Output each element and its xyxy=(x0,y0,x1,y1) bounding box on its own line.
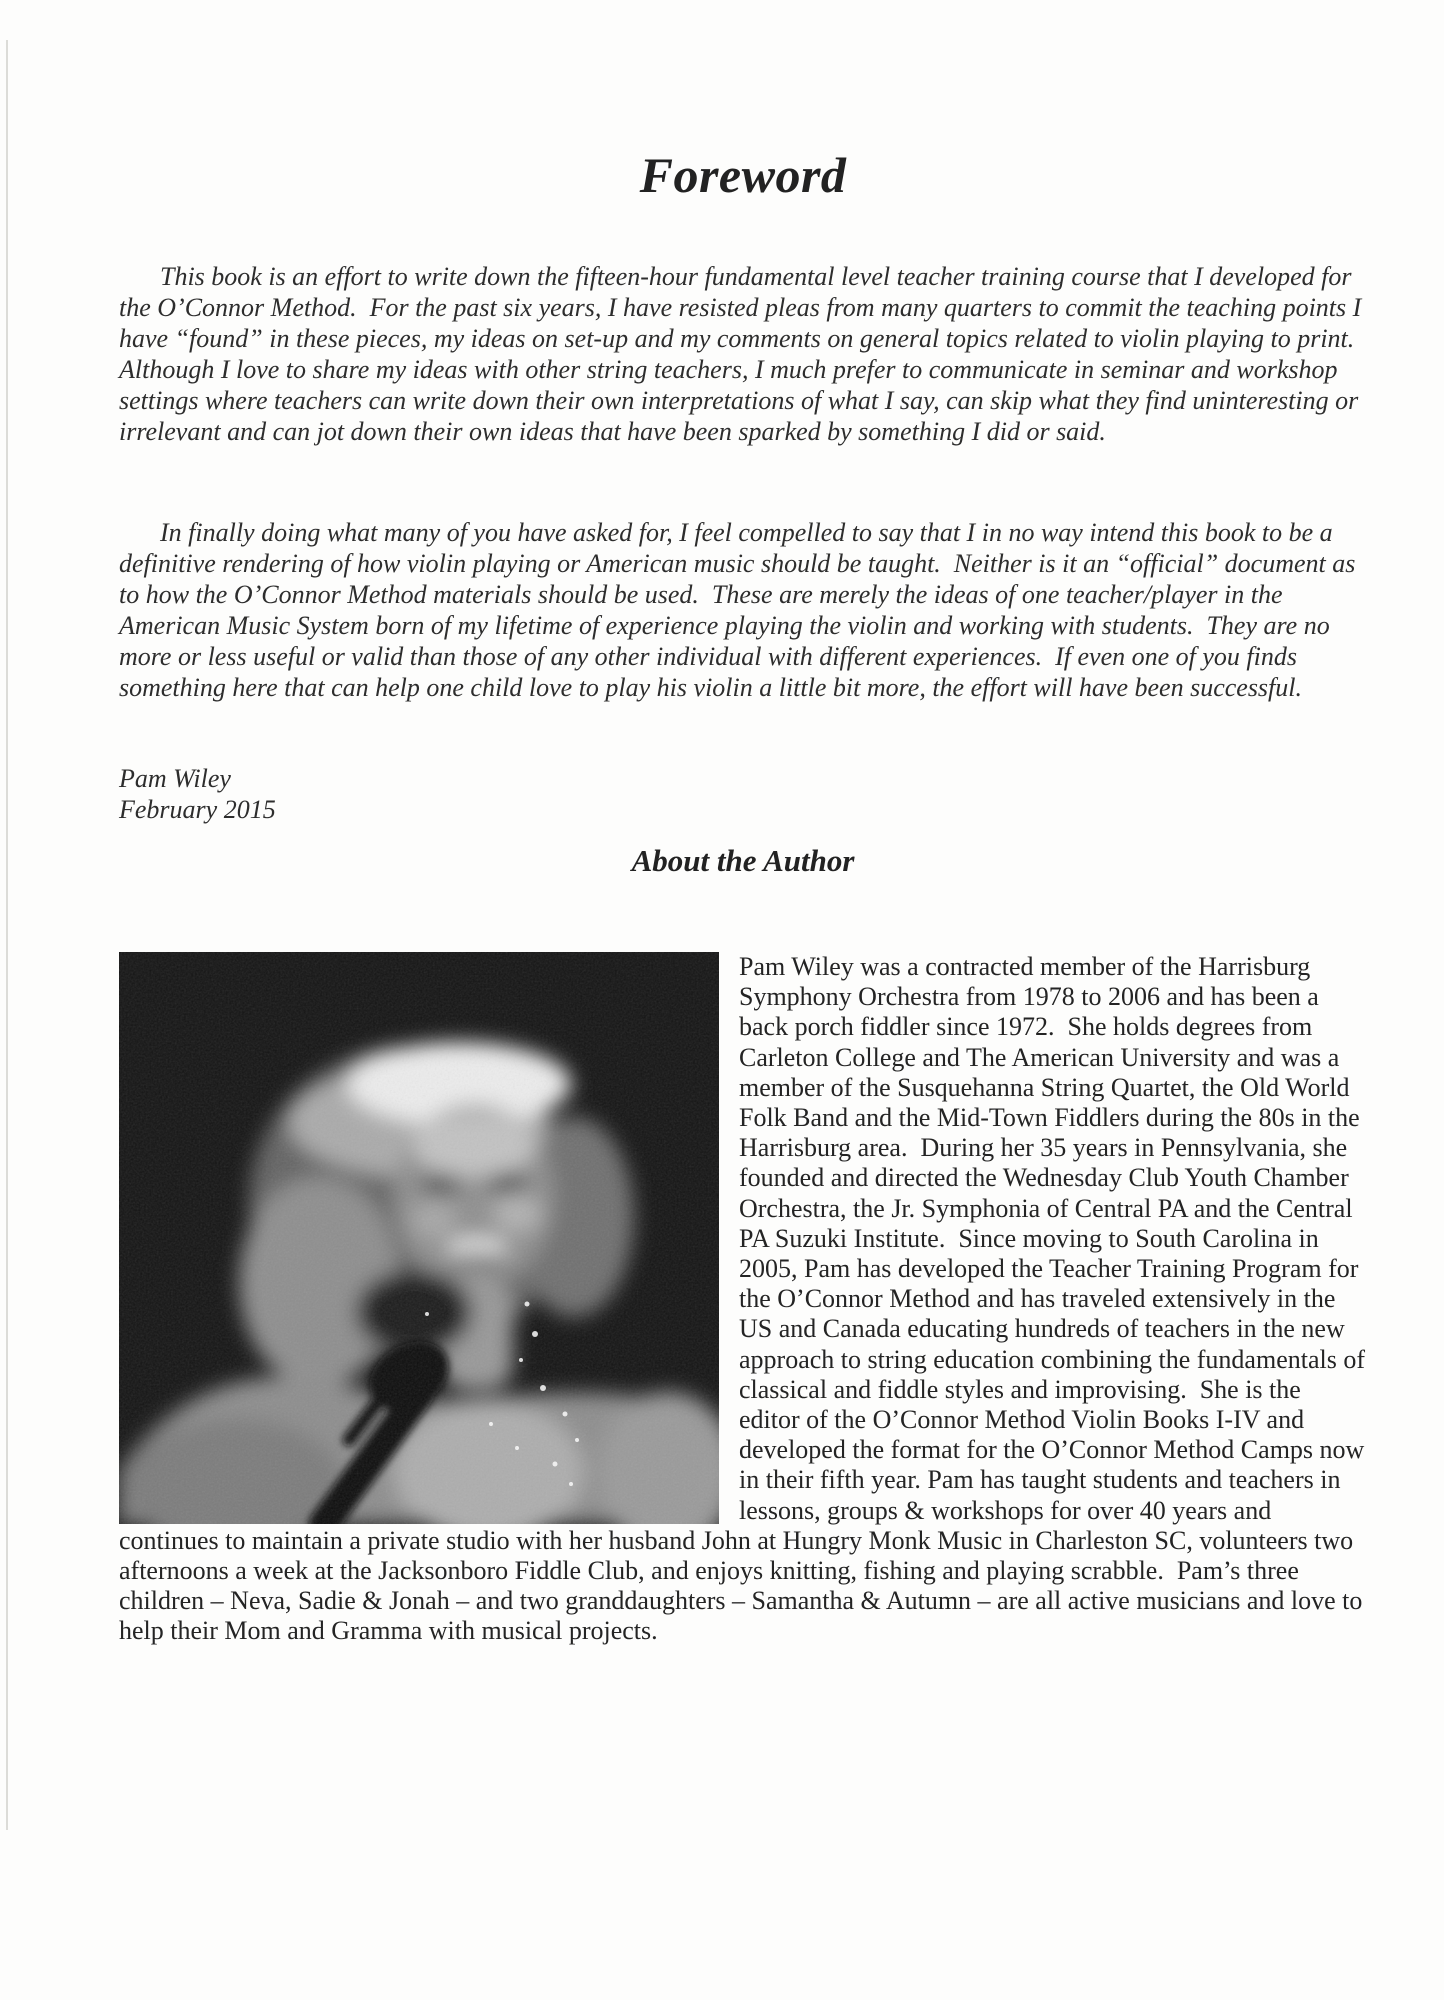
scan-artifact-line xyxy=(6,40,8,1830)
signature-block xyxy=(119,763,276,825)
foreword-paragraph-1: This book is an effort to write down the fifteen-hour fundamental level teacher training course that I developed for the O’Connor Method. For the past six years, I have resisted pleas from many quarters to commit the teaching points I have “found” in these pieces, my ideas on set-up and my comments on general topics related to violin playing to print. Although I love to share my ideas with other string teachers, I much prefer to communicate in seminar and workshop settings where teachers can write down their own interpretations of what I say, can skip what they find uninteresting or irrelevant and can jot down their own ideas that have been sparked by something I did or said. xyxy=(119,262,1368,446)
signature-name: Pam Wiley xyxy=(119,764,231,793)
foreword-paragraph-2: In finally doing what many of you have asked for, I feel compelled to say that I in no way intend this book to be a definitive rendering of how violin playing or American music should be taught. Neither is it an “official” document as to how the O’Connor Method materials should be used. These are merely the ideas of one teacher/player in the American Music System born of my lifetime of experience playing the violin and working with students. They are no more or less useful or valid than those of any other individual with different experiences. If even one of you finds something here that can help one child love to play his violin a little bit more, the effort will have been successful. xyxy=(119,518,1362,702)
author-photo-image xyxy=(119,952,719,1524)
author-bio: Pam Wiley was a contracted member of the Harrisburg Symphony Orchestra from 1978 to 2006 and has been a back porch fiddler since 1972. She holds degrees from Carleton College and The American University and was a member of the Susquehanna String Quartet, the Old World Folk Band and the Mid-Town Fiddlers during the 80s in the Harrisburg area. During her 35 years in Pennsylvania, she founded and directed the Wednesday Club Youth Chamber Orchestra, the Jr. Symphonia of Central PA and the Central PA Suzuki Institute. Since moving to South Carolina in 2005, Pam has developed the Teacher Training Program for the O’Connor Method and has traveled extensively in the US and Canada educating hundreds of teachers in the new approach to string education combining the fundamentals of classical and fiddle styles and improvising. She is the editor of the O’Connor Method Violin Books I-IV and developed the format for the O’Connor Method Camps now in their fifth year. Pam has taught students and teachers in lessons, groups & workshops for over 40 years and continues to maintain a private studio with her husband John at Hungry Monk Music in Charleston SC, volunteers two afternoons a week at the Jacksonboro Fiddle Club, and enjoys knitting, fishing and playing scrabble. Pam’s three children – Neva, Sadie & Jonah – and two granddaughters – Samantha & Autumn – are all active musicians and love to help their Mom and Gramma with musical projects. xyxy=(119,952,1372,1646)
signature-date: February 2015 xyxy=(119,795,276,824)
about-heading: About the Author xyxy=(631,843,855,878)
about-section xyxy=(119,952,1372,1647)
page-title: Foreword xyxy=(639,147,847,203)
author-photo xyxy=(119,952,719,1524)
